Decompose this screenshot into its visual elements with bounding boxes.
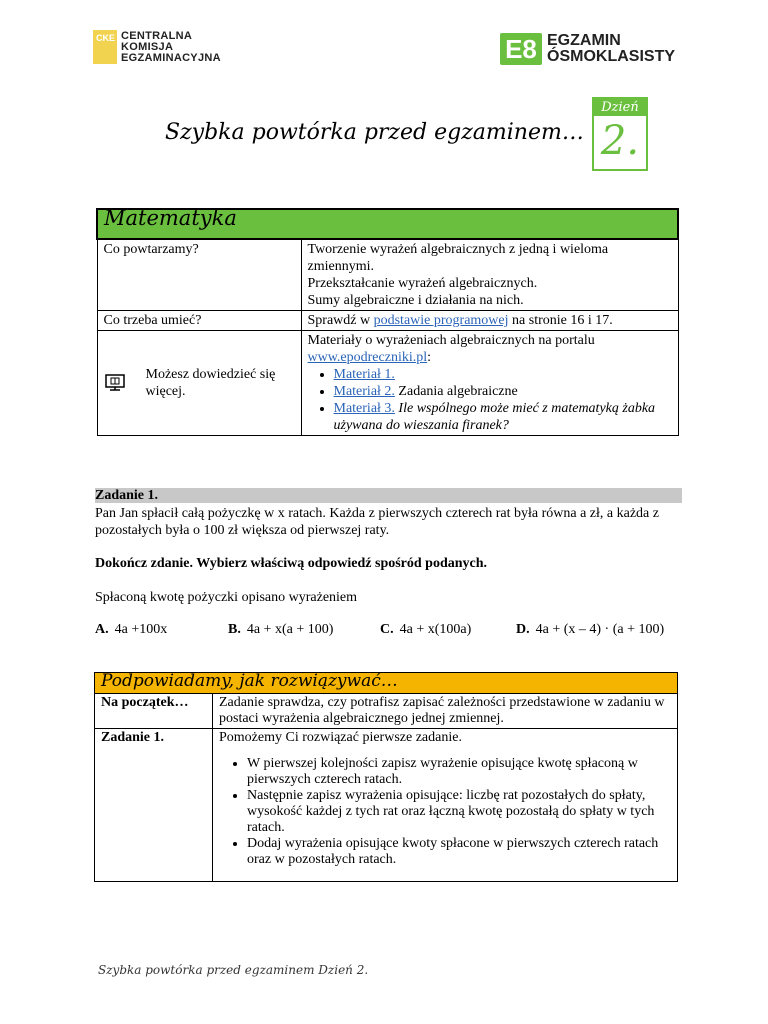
epodreczniki-link[interactable]: www.epodreczniki.pl xyxy=(307,350,428,365)
cke-logo-text: CENTRALNA KOMISJA EGZAMINACYJNA xyxy=(121,29,221,64)
row2-content: Sprawdź w podstawie programowej na stronie 16 i 17. xyxy=(301,311,678,331)
answer-b[interactable]: B. 4a + x(a + 100) xyxy=(228,622,334,637)
row2-label: Co trzeba umieć? xyxy=(97,311,301,331)
e8-logo-text: EGZAMIN ÓSMOKLASISTY xyxy=(547,32,676,65)
task-instruction: Dokończ zdanie. Wybierz właściwą odpowiedź spośród podanych. xyxy=(95,556,488,571)
list-item: • Materiał 2. Zadania algebraiczne xyxy=(334,383,672,400)
material-1-link[interactable]: Materiał 1. xyxy=(333,367,395,382)
row1-content: Tworzenie wyrażeń algebraicznych z jedną i wieloma zmiennymi. Przekształcanie wyrażeń algebraicznych. Sumy algebraiczne i działania na nich. xyxy=(301,239,678,311)
list-item: • Materiał 3. Ile wspólnego może mieć z matematyką żabka używana do wieszania firanek? xyxy=(334,400,672,434)
task-title: Zadanie 1. xyxy=(95,488,682,503)
task-stem: Spłaconą kwotę pożyczki opisano wyrażeniem xyxy=(95,590,358,605)
list-item: • Następnie zapisz wyrażenia opisujące: liczbę rat pozostałych do spłaty, wysokość każdej z tych rat oraz łączną kwotę pozostałą do spłaty w tych ratach. xyxy=(247,788,671,836)
cke-logo xyxy=(93,30,221,64)
day-label: Dzień xyxy=(594,99,646,116)
hints-start-text: Zadanie sprawdza, czy potrafisz zapisać zależności przedstawione w zadaniu w postaci wyrażenia algebraicznego jednej zmiennej. xyxy=(213,694,678,729)
list-item: • Dodaj wyrażenia opisujące kwoty spłacone w pierwszych czterech ratach oraz w pozostałych ratach. xyxy=(247,836,671,868)
row3-content: Materiały o wyrażeniach algebraicznych na portalu www.epodreczniki.pl: • Materiał 1. • Materiał 2. Zadania algebraiczne • Materiał 3. Ile wspólnego może mieć z matematyką żabka używana do wieszania firanek? xyxy=(301,331,678,436)
e8-logo-mark: E8 xyxy=(500,33,542,65)
materials-list xyxy=(308,366,672,434)
math-heading: Matematyka xyxy=(97,209,678,239)
list-item xyxy=(334,366,672,383)
hints-steps xyxy=(219,756,671,868)
answer-d[interactable]: D. 4a + (x – 4) · (a + 100) xyxy=(516,622,665,637)
task-body: Pan Jan spłacił całą pożyczkę w x ratach. Każda z pierwszych czterech rat była równa a zł, a każda z pozostałych była o 100 zł większa od pierwszej raty. xyxy=(95,506,659,538)
row1-label: Co powtarzamy? xyxy=(97,239,301,311)
answer-a[interactable]: A. 4a +100x xyxy=(95,622,168,637)
material-3-link[interactable]: Materiał 3. xyxy=(333,401,395,416)
page-title: Szybka powtórka przed egzaminem… xyxy=(165,120,584,145)
hints-heading: Podpowiadamy, jak rozwiązywać… xyxy=(95,673,678,694)
hints-start-label: Na początek… xyxy=(95,694,213,729)
material-2-link[interactable]: Materiał 2. xyxy=(333,384,395,399)
computer-icon xyxy=(104,373,126,393)
core-curriculum-link[interactable]: podstawie programowej xyxy=(373,313,509,328)
row3-label: Możesz dowiedzieć się więcej. xyxy=(145,367,276,399)
answer-c[interactable]: C. 4a + x(100a) xyxy=(380,622,472,637)
row3-label-cell xyxy=(97,331,301,436)
hints-task-label: Zadanie 1. xyxy=(95,729,213,882)
cke-logo-mark: CKE xyxy=(93,30,117,64)
e8-logo xyxy=(500,33,675,65)
day-badge xyxy=(592,97,648,171)
hints-table xyxy=(94,672,678,882)
list-item: • W pierwszej kolejności zapisz wyrażenie opisujące kwotę spłaconą w pierwszych czterech ratach. xyxy=(247,756,671,788)
day-number: 2. xyxy=(600,118,640,164)
footer: Szybka powtórka przed egzaminem Dzień 2. xyxy=(98,963,369,977)
hints-task-content: Pomożemy Ci rozwiązać pierwsze zadanie. • W pierwszej kolejności zapisz wyrażenie opisujące kwotę spłaconą w pierwszych czterech ratach. • Następnie zapisz wyrażenia opisujące: liczbę rat pozostałych do spłaty, wysokość każdej z tych rat oraz łączną kwotę pozostałą do spłaty w tych ratach. • Dodaj wyrażenia opisujące kwoty spłacone w pierwszych czterech ratach oraz w pozostałych ratach. xyxy=(213,729,678,882)
math-table xyxy=(96,208,679,436)
